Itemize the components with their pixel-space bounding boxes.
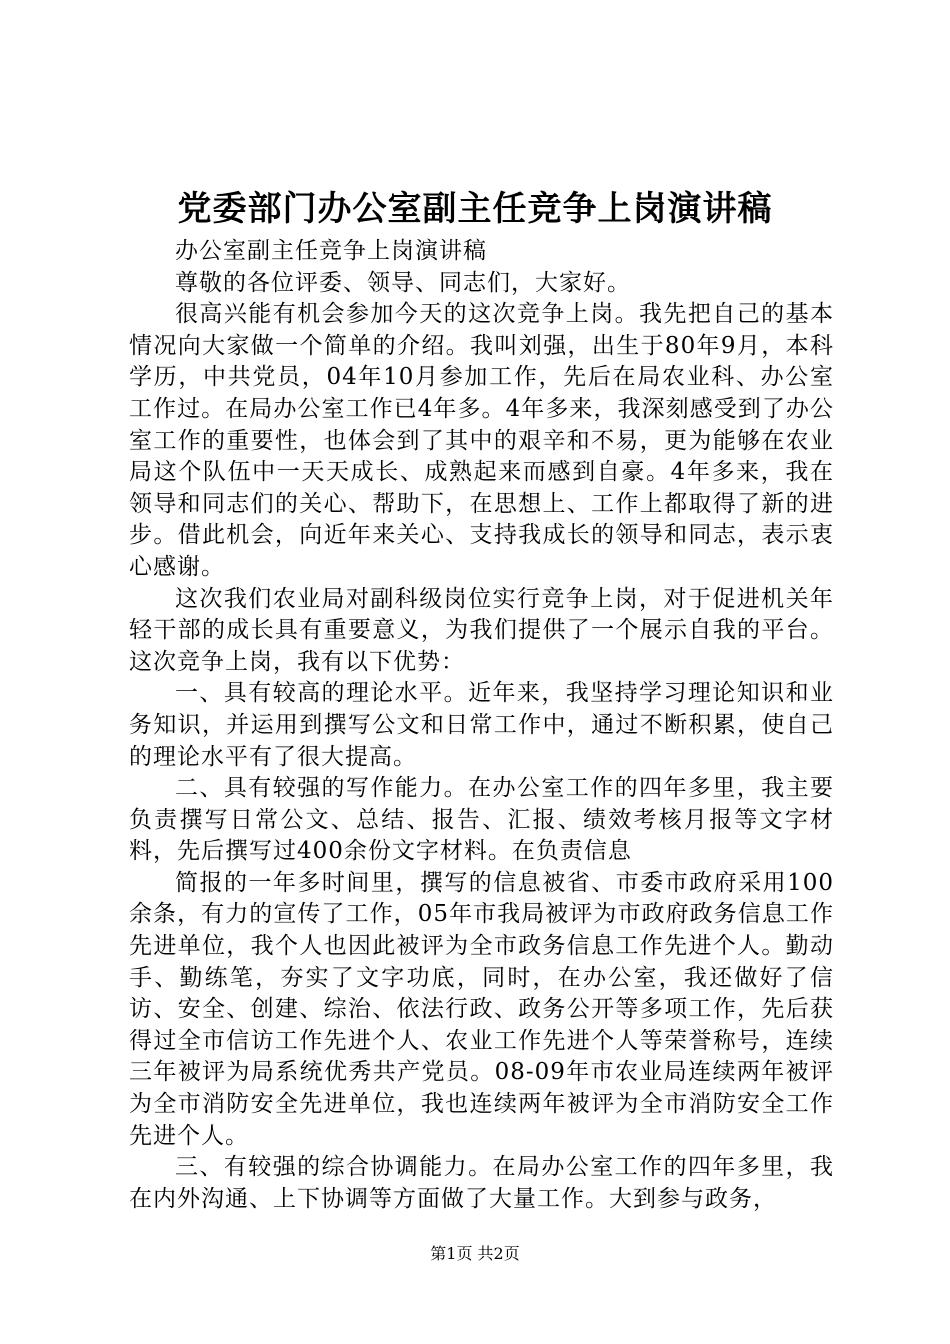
paragraph-introduction: 很高兴能有机会参加今天的这次竞争上岗。我先把自己的基本情况向大家做一个简单的介绍。我叫刘强，出生于80年9月，本科学历，中共党员，04年10月参加工作，先后在局农业科、办公室工作过。在局办公室工作已4年多。4年多来，我深刻感受到了办公室工作的重要性，也体会到了其中的艰辛和不易，更为能够在农业局这个队伍中一天天成长、成熟起来而感到自豪。4年多来，我在领导和同志们的关心、帮助下，在思想上、工作上都取得了新的进步。借此机会，向近年来关心、支持我成长的领导和同志，表示衷心感谢。 [129,301,834,580]
paragraph-advantage-writing: 二、具有较强的写作能力。在办公室工作的四年多里，我主要负责撰写日常公文、总结、报告、汇报、绩效考核月报等文字材料，先后撰写过400余份文字材料。在负责信息 [129,775,834,865]
paragraph-subtitle: 办公室副主任竞争上岗演讲稿 [175,238,487,264]
document-body [129,236,834,1215]
page-number-footer: 第1页 共2页 [430,1244,520,1263]
paragraph-competition: 这次我们农业局对副科级岗位实行竞争上岗，对于促进机关年轻干部的成长具有重要意义，为我们提供了一个展示自我的平台。这次竞争上岗，我有以下优势： [129,585,834,675]
paragraph-information-work: 简报的一年多时间里，撰写的信息被省、市委市政府采用100余条，有力的宣传了工作，05年市我局被评为市政府政务信息工作先进单位，我个人也因此被评为全市政务信息工作先进个人。勤动手、勤练笔，夯实了文字功底，同时，在办公室，我还做好了信访、安全、创建、综治、依法行政、政务公开等多项工作，先后获得过全市信访工作先进个人、农业工作先进个人等荣誉称号，连续三年被评为局系统优秀共产党员。08-09年市农业局连续两年被评为全市消防安全先进单位，我也连续两年被评为全市消防安全工作先进个人。 [129,869,834,1149]
document-title: 党委部门办公室副主任竞争上岗演讲稿 [177,189,773,229]
paragraph-greeting: 尊敬的各位评委、领导、同志们，大家好。 [175,269,631,296]
paragraph-advantage-theory: 一、具有较高的理论水平。近年来，我坚持学习理论知识和业务知识，并运用到撰写公文和日常工作中，通过不断积累，使自己的理论水平有了很大提高。 [129,680,834,770]
paragraph-advantage-coordination: 三、有较强的综合协调能力。在局办公室工作的四年多里，我在内外沟通、上下协调等方面做了大量工作。大到参与政务， [129,1154,834,1212]
